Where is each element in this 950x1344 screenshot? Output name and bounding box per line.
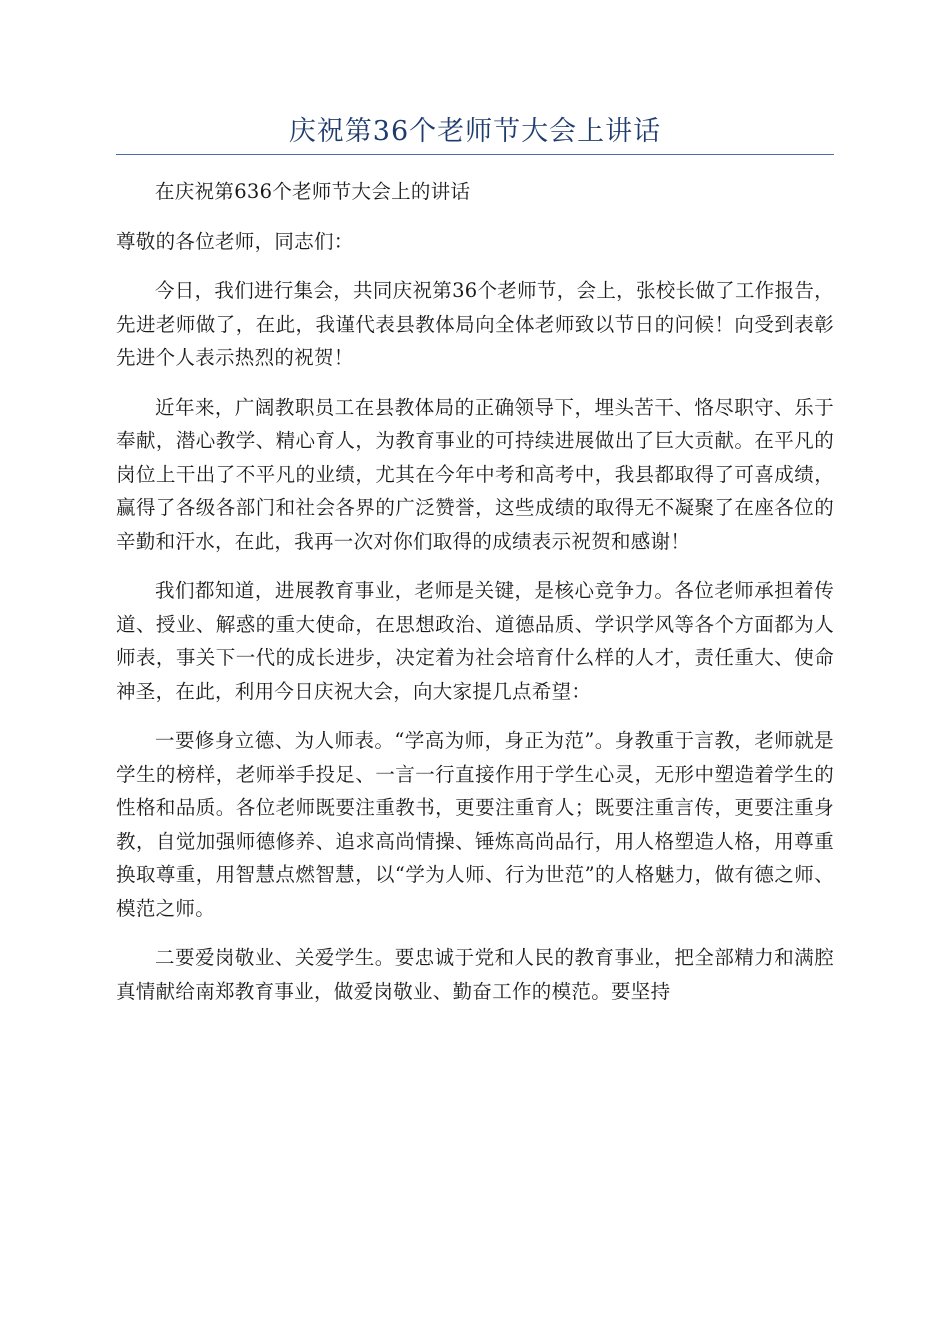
body-paragraph: 近年来，广阔教职员工在县教体局的正确领导下，埋头苦干、恪尽职守、乐于奉献，潜心教学、精心育人，为教育事业的可持续进展做出了巨大贡献。在平凡的岗位上干出了不平凡的业绩，尤其在今年中考和高考中，我县都取得了可喜成绩，赢得了各级各部门和社会各界的广泛赞誉，这些成绩的取得无不凝聚了在座各位的辛勤和汗水，在此，我再一次对你们取得的成绩表示祝贺和感谢！ — [116, 395, 834, 553]
body-paragraph: 我们都知道，进展教育事业，老师是关键，是核心竞争力。各位老师承担着传道、授业、解惑的重大使命，在思想政治、道德品质、学识学风等各个方面都为人师表，事关下一代的成长进步，决定着为社会培育什么样的人才，责任重大、使命神圣，在此，利用今日庆祝大会，向大家提几点希望： — [116, 579, 834, 703]
document-page — [116, 110, 834, 1024]
body-paragraph: 二要爱岗敬业、关爱学生。要忠诚于党和人民的教育事业，把全部精力和满腔真情献给南郑教育事业，做爱岗敬业、勤奋工作的模范。要坚持 — [116, 946, 834, 1003]
subtitle-paragraph: 在庆祝第636个老师节大会上的讲话 — [155, 180, 471, 203]
body-paragraph: 一要修身立德、为人师表。“学高为师，身正为范”。身教重于言教，老师就是学生的榜样，老师举手投足、一言一行直接作用于学生心灵，无形中塑造着学生的性格和品质。各位老师既要注重教书，更要注重育人；既要注重言传，更要注重身教，自觉加强师德修养、追求高尚情操、锤炼高尚品行，用人格塑造人格，用尊重换取尊重，用智慧点燃智慧，以“学为人师、行为世范”的人格魅力，做有德之师、模范之师。 — [116, 729, 834, 920]
title-underline — [116, 154, 834, 155]
body-paragraph: 今日，我们进行集会，共同庆祝第36个老师节，会上，张校长做了工作报告，先进老师做了，在此，我谨代表县教体局向全体老师致以节日的问候！向受到表彰先进个人表示热烈的祝贺！ — [116, 279, 834, 369]
salutation-paragraph: 尊敬的各位老师，同志们： — [116, 229, 354, 253]
document-title: 庆祝第36个老师节大会上讲话 — [288, 116, 662, 147]
